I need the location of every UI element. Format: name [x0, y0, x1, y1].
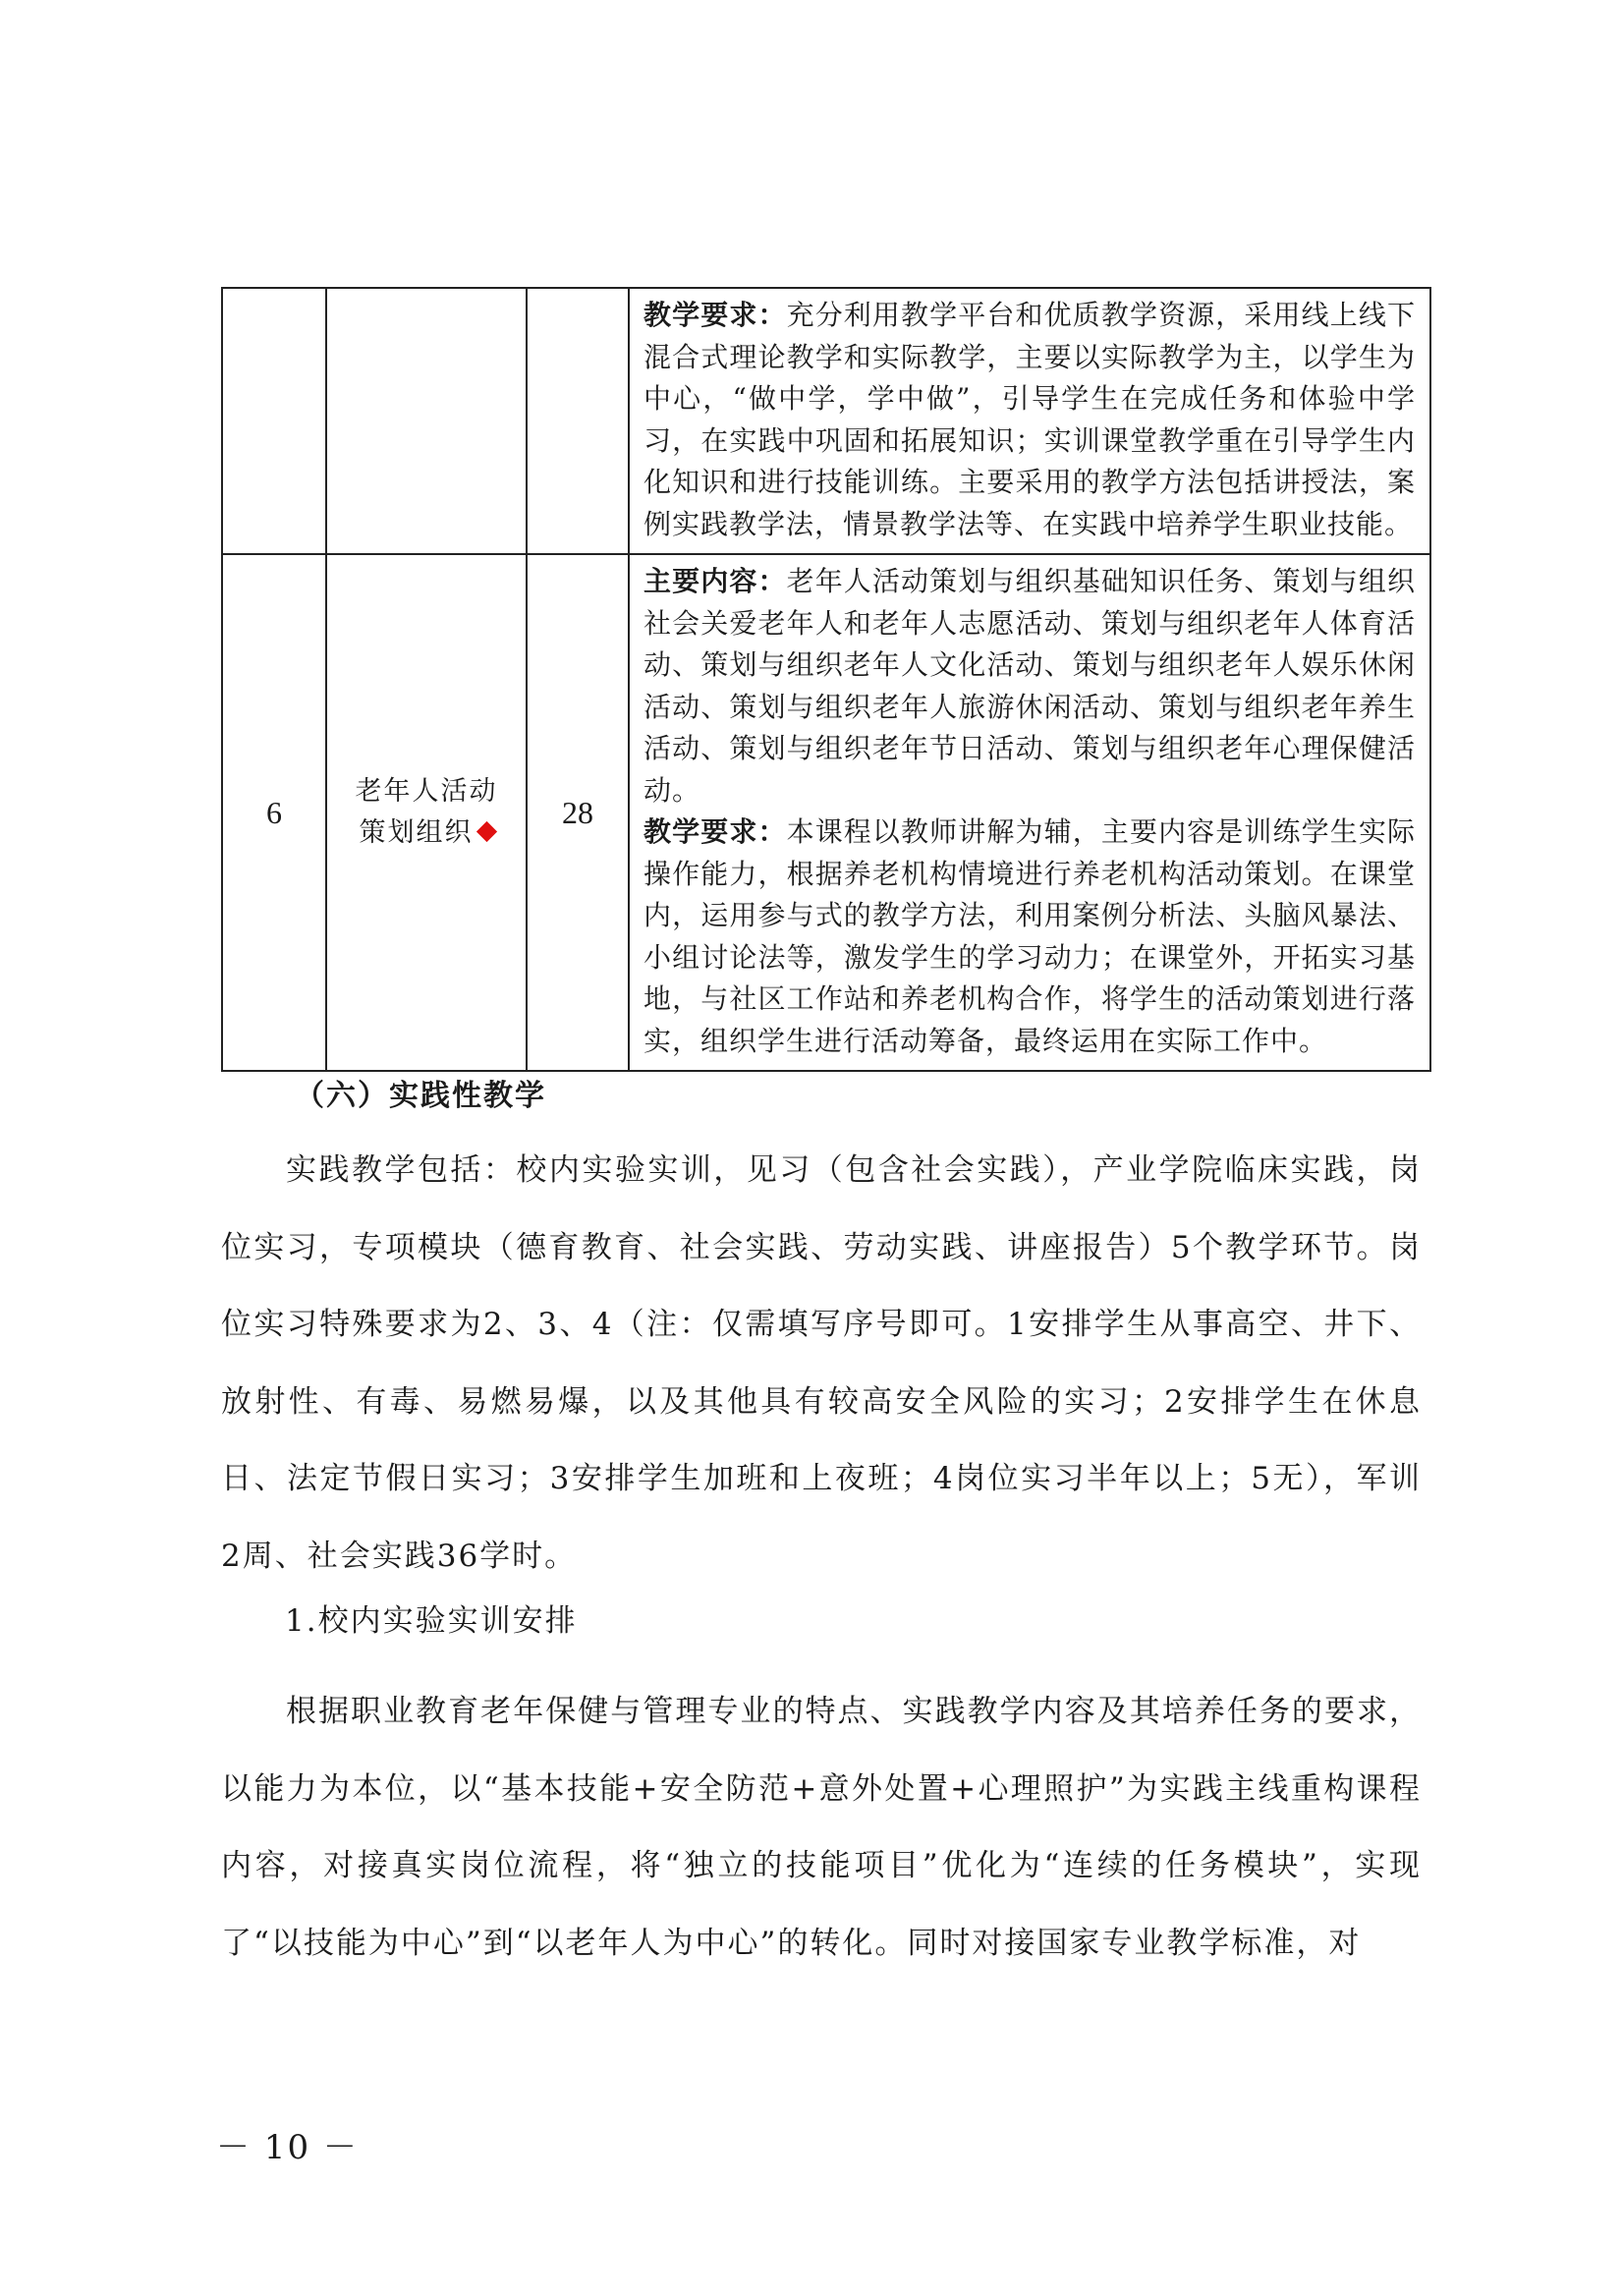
course-name-line2: 策划组织 — [359, 817, 474, 848]
row-index: 6 — [266, 794, 282, 830]
requirements-text: 本课程以教师讲解为辅，主要内容是训练学生实际操作能力，根据养老机构情境进行养老机构活动策划。在课堂内，运用参与式的教学方法，利用案例分析法、头脑风暴法、小组讨论法等，激发学生的学习动力；在课堂外，开拓实习基地，与社区工作站和养老机构合作，将学生的活动策划进行落实，组织学生进行活动筹备，最终运用在实际工作中。 — [644, 815, 1416, 1057]
course-name-cell — [326, 288, 527, 554]
requirements-label: 教学要求： — [644, 299, 787, 331]
main-content — [630, 555, 1429, 812]
table-row — [222, 554, 1430, 1071]
red-diamond-icon — [476, 821, 496, 842]
course-name-line2-wrap — [327, 812, 526, 854]
content-text: 老年人活动策划与组织基础知识任务、策划与组织社会关爱老年人和老年人志愿活动、策划与组织老年人体育活动、策划与组织老年人文化活动、策划与组织老年人娱乐休闲活动、策划与组织老年人旅游休闲活动、策划与组织老年养生活动、策划与组织老年节日活动、策划与组织老年心理保健活动。 — [644, 565, 1416, 807]
course-hours: 28 — [562, 794, 593, 830]
index-cell — [222, 554, 326, 1071]
course-table — [221, 287, 1431, 1072]
course-name-line1: 老年人活动 — [355, 776, 498, 807]
requirements-label: 教学要求： — [644, 815, 787, 848]
subsection-heading: 1.校内实验实训安排 — [285, 1603, 578, 1639]
teaching-requirements — [630, 289, 1429, 553]
content-label: 主要内容： — [644, 565, 787, 597]
section-heading: （六）实践性教学 — [295, 1079, 546, 1113]
course-name-cell — [326, 554, 527, 1071]
index-cell — [222, 288, 326, 554]
training-paragraph: 根据职业教育老年保健与管理专业的特点、实践教学内容及其培养任务的要求，以能力为本位，以“基本技能+安全防范+意外处置+心理照护”为实践主线重构课程内容，对接真实岗位流程，将“独立的技能项目”优化为“连续的任务模块”，实现了“以技能为中心”到“以老年人为中心”的转化。同时对接国家专业教学标准，对 — [221, 1694, 1422, 1961]
teaching-requirements — [630, 812, 1429, 1070]
hours-cell — [527, 554, 629, 1071]
hours-cell — [527, 288, 629, 554]
description-cell — [629, 554, 1430, 1071]
table-row — [222, 288, 1430, 554]
course-name — [327, 771, 526, 854]
page-number: － 10 － — [216, 2128, 359, 2167]
description-cell — [629, 288, 1430, 554]
requirements-text: 充分利用教学平台和优质教学资源，采用线上线下混合式理论教学和实际教学，主要以实际教学为主，以学生为中心，“做中学，学中做”，引导学生在完成任务和体验中学习，在实践中巩固和拓展知识；实训课堂教学重在引导学生内化知识和进行技能训练。主要采用的教学方法包括讲授法，案例实践教学法，情景教学法等、在实践中培养学生职业技能。 — [644, 299, 1416, 540]
practice-paragraph: 实践教学包括：校内实验实训，见习（包含社会实践），产业学院临床实践，岗位实习，专项模块（德育教育、社会实践、劳动实践、讲座报告）5个教学环节。岗位实习特殊要求为2、3、4（注：仅需填写序号即可。1安排学生从事高空、井下、放射性、有毒、易燃易爆，以及其他具有较高安全风险的实习；2安排学生在休息日、法定节假日实习；3安排学生加班和上夜班；4岗位实习半年以上；5无），军训2周、社会实践36学时。 — [221, 1152, 1422, 1574]
